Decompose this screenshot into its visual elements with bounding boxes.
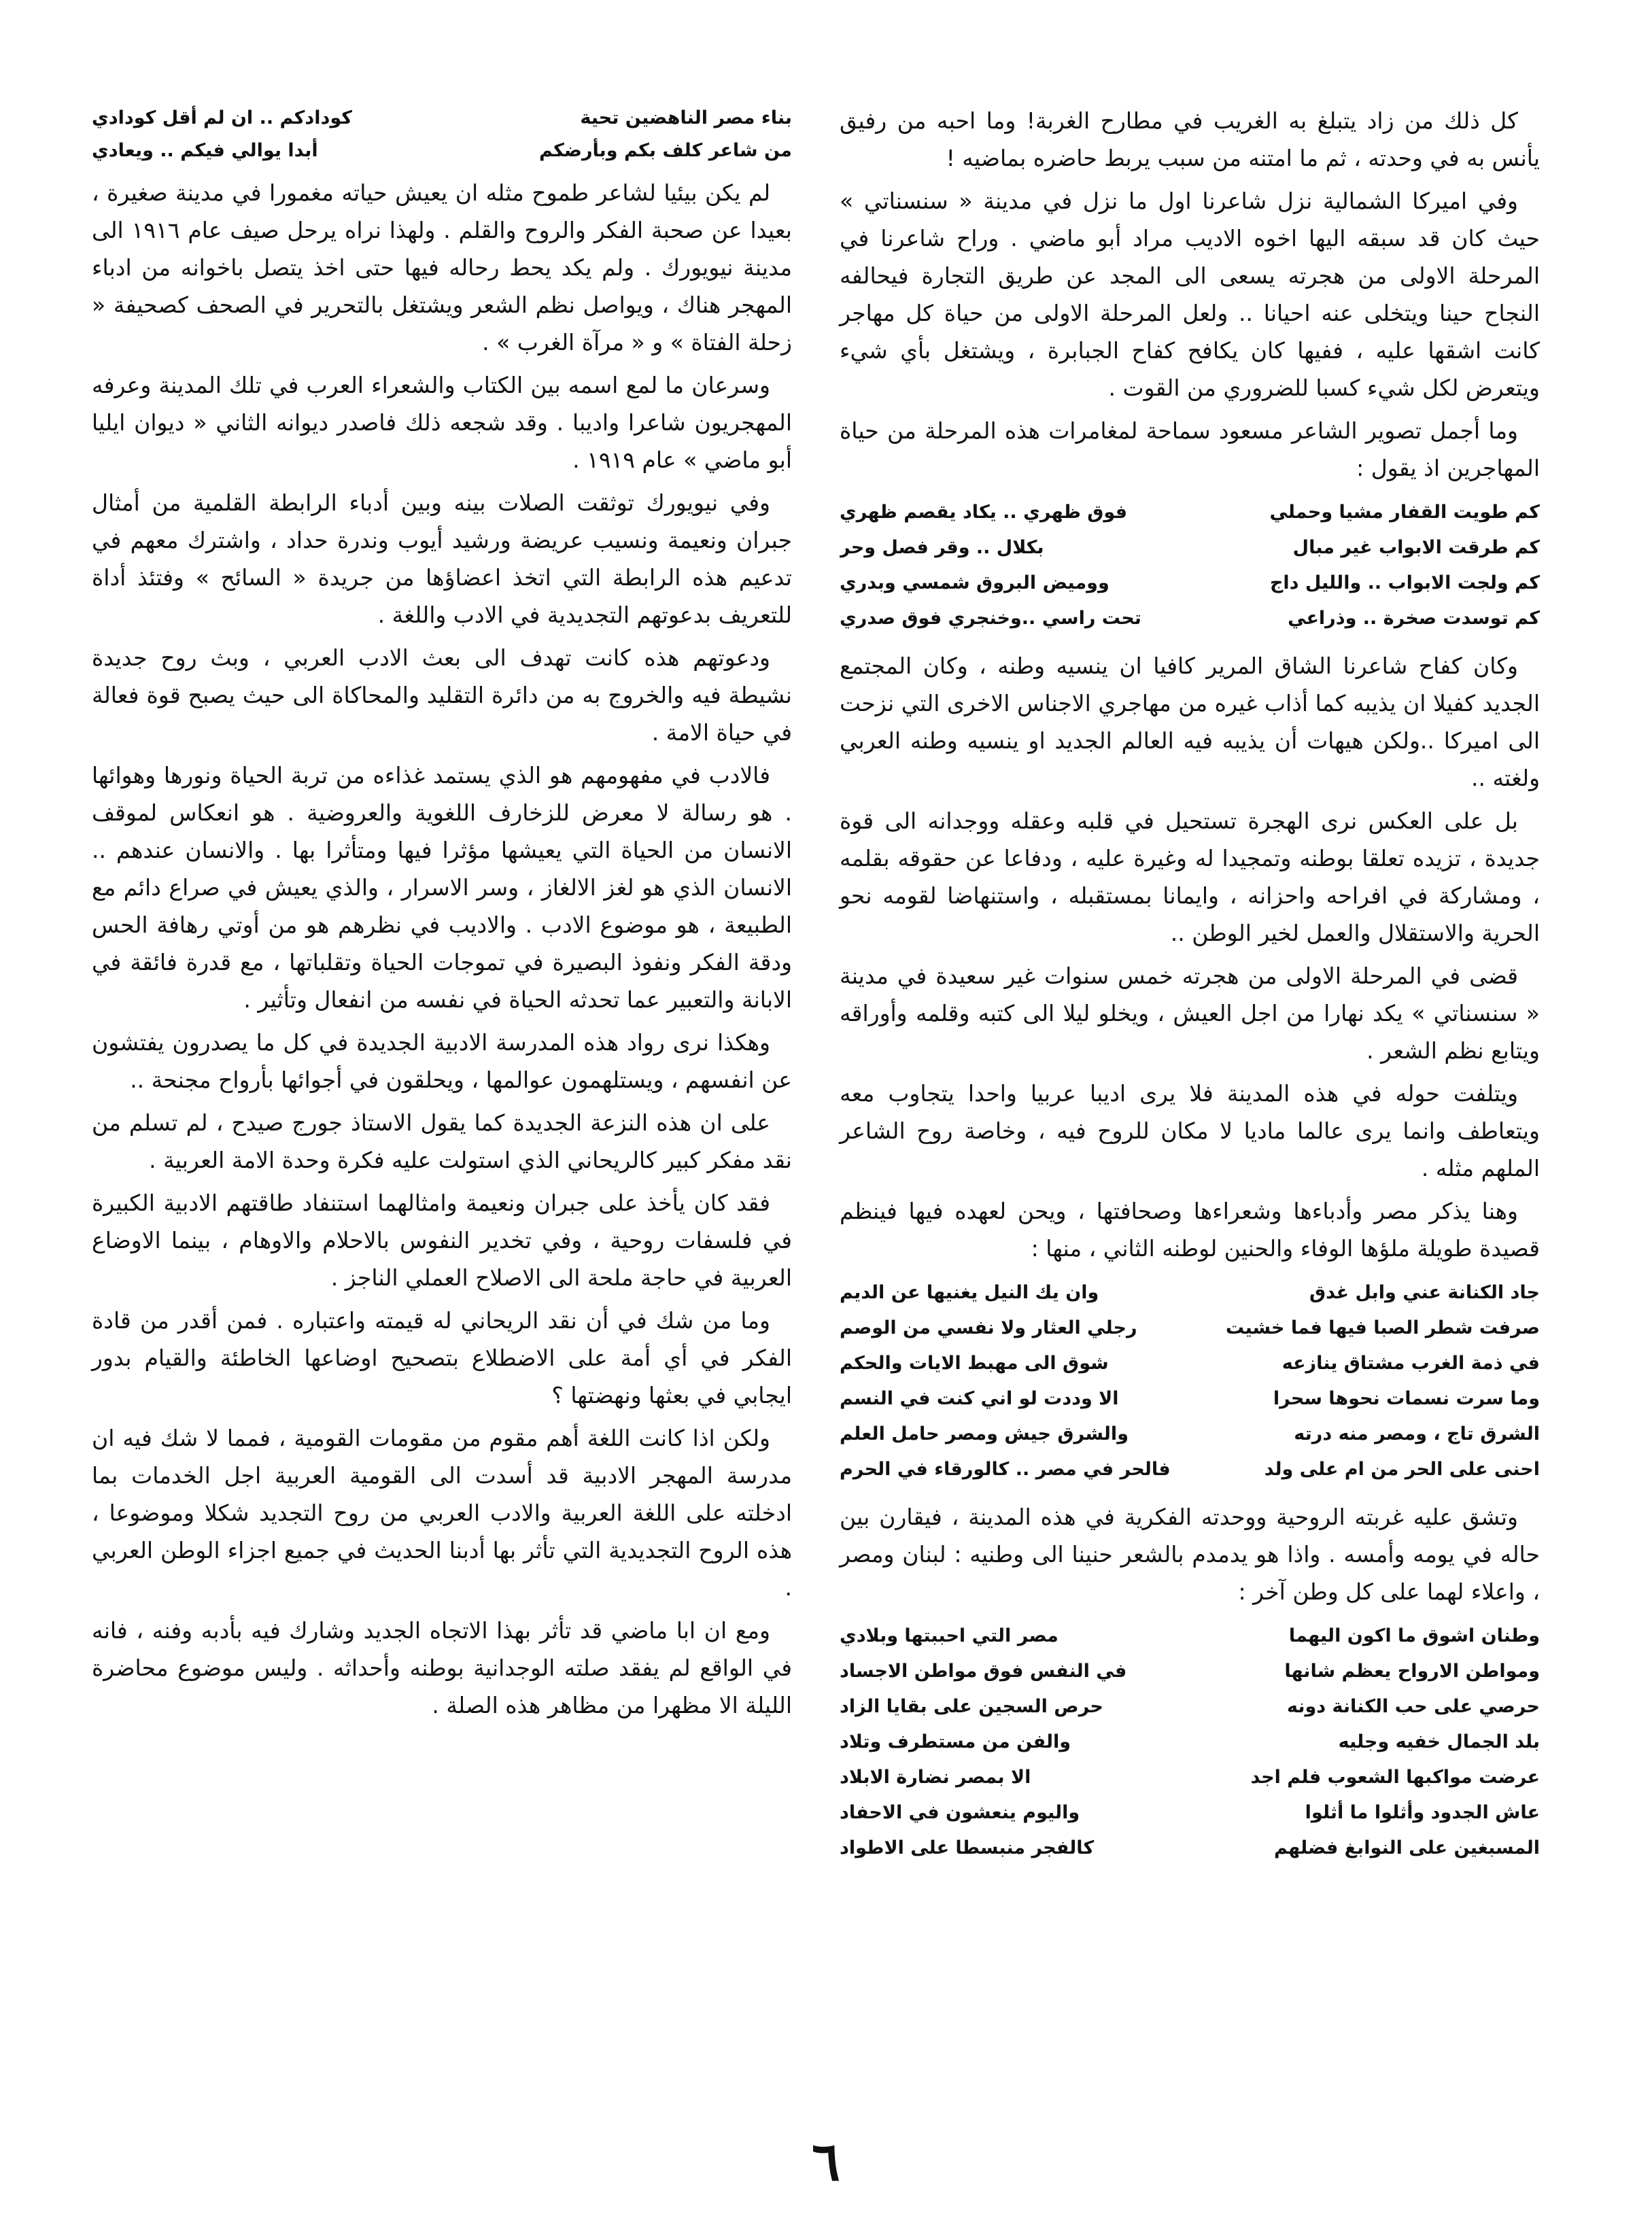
verse-hemistich: وطنان اشوق ما اكون اليهما <box>1288 1625 1540 1646</box>
right-column <box>840 102 1540 1877</box>
verse-hemistich: كم ولجت الابواب .. والليل داج <box>1269 572 1540 593</box>
verse-hemistich: فالحر في مصر .. كالورقاء في الحرم <box>840 1459 1171 1480</box>
verse-hemistich: عاش الجدود وأثلوا ما أثلوا <box>1305 1802 1540 1823</box>
verse-hemistich: احنى على الحر من ام على ولد <box>1264 1459 1540 1480</box>
verse-hemistich: في ذمة الغرب مشتاق ينازعه <box>1281 1353 1540 1374</box>
paragraph: ولكن اذا كانت اللغة أهم مقوم من مقومات القومية ، فمما لا شك فيه ان مدرسة المهجر الادبية قد أسدت الى القومية العربية اجل الخدمات بما ادخلته على اللغة العربية والادب العربي من روح التجديد شكلا وموضوعا ، هذه الروح التجديدية التي تأثر بها أدبنا الحديث في جميع اجزاء الوطن العربي . <box>92 1425 792 1601</box>
verse-hemistich: بكلال .. وقر فصل وحر <box>840 537 1044 558</box>
page-number: ٦ <box>812 2131 840 2193</box>
paragraph: ودعوتهم هذه كانت تهدف الى بعث الادب العربي ، وبث روح جديدة نشيطة فيه والخروج به من دائرة التقليد والمحاكاة الى حيث يصبح قوة فعالة في حياة الامة . <box>92 644 792 746</box>
verse-hemistich: ومواطن الارواح يعظم شانها <box>1284 1661 1540 1682</box>
paragraph: وكان كفاح شاعرنا الشاق المرير كافيا ان ينسيه وطنه ، وكان المجتمع الجديد كفيلا ان يذيبه كما أذاب غيره من مهاجري الاجناس الاخرى التي نزحت الى اميركا ..ولكن هيهات أن يذيبه فيه العالم الجديد او ينسيه وطنه العربي ولغته .. <box>840 653 1540 791</box>
verse-hemistich: والشرق جيش ومصر حامل العلم <box>840 1423 1129 1445</box>
verse-hemistich: الا بمصر نضارة الابلاد <box>840 1767 1031 1788</box>
verse-hemistich: تحت راسي ..وخنجري فوق صدري <box>840 608 1141 629</box>
paragraph: كل ذلك من زاد يتبلغ به الغريب في مطارح الغربة! وما احبه من رفيق يأنس به في وحدته ، ثم ما امتنه من سبب يربط حاضره بماضيه ! <box>840 107 1540 171</box>
verse-hemistich: كم طرقت الابواب غير مبال <box>1292 537 1540 558</box>
paragraph: وفي اميركا الشمالية نزل شاعرنا اول ما نزل في مدينة « سنسناتي » حيث كان قد سبقه اليها اخوه الاديب مراد أبو ماضي . وراح شاعرنا في المرحلة الاولى من هجرته يسعى الى المجد عن طريق التجارة فيحالفه النجاح حينا ويتخلى عنه احيانا .. ولعل المرحلة الاولى من حياة كل مهاجر كانت اشقها عليه ، ففيها كان يكافح كفاح الجبابرة ، ويشتغل بأي شيء ويتعرض لكل شيء كسبا للضروري من القوت . <box>840 188 1540 401</box>
verse-hemistich: عرضت مواكبها الشعوب فلم اجد <box>1250 1767 1540 1788</box>
verse-hemistich: المسبغين على النوابغ فضلهم <box>1273 1837 1540 1858</box>
verse-hemistich: من شاعر كلف بكم وبأرضكم <box>538 140 792 161</box>
verse-hemistich: كم طويت القفار مشيا وحملي <box>1269 502 1540 523</box>
verse-hemistich: والفن من مستطرف وتلاد <box>840 1731 1071 1752</box>
verse-hemistich: بلد الجمال خفيه وجليه <box>1338 1731 1540 1752</box>
verse-hemistich: في النفس فوق مواطن الاجساد <box>840 1661 1127 1682</box>
paragraph: وفي نيويورك توثقت الصلات بينه وبين أدباء الرابطة القلمية من أمثال جبران ونعيمة ونسيب عريضة ورشيد أيوب وندرة حداد ، واشترك معهم في تدعيم هذه الرابطة التي اتخذ اعضاؤها من جريدة « السائح » وفتئذ أداة للتعريف بدعوتهم التجديدية في الادب واللغة . <box>92 489 792 628</box>
poem-excerpt <box>92 102 792 167</box>
verse-hemistich: ووميض البروق شمسي وبدري <box>840 572 1109 593</box>
paragraph: قضى في المرحلة الاولى من هجرته خمس سنوات غير سعيدة في مدينة « سنسناتي » يكد نهارا من اجل العيش ، ويخلو ليلا الى كتبه وقلمه وأوراقه ويتابع نظم الشعر . <box>840 963 1540 1064</box>
poem-excerpt <box>840 1275 1540 1487</box>
verse-hemistich: واليوم ينعشون في الاحفاد <box>840 1802 1080 1823</box>
verse-hemistich: كالفجر منبسطا على الاطواد <box>840 1837 1095 1858</box>
paragraph: ومع ان ابا ماضي قد تأثر بهذا الاتجاه الجديد وشارك فيه بأدبه وفنه ، فانه في الواقع لم يفقد صلته الوجدانية بوطنه وأحداثه . وليس موضوع محاضرة الليلة الا مظهرا من مظاهر هذه الصلة . <box>92 1617 792 1718</box>
verse-hemistich: صرفت شطر الصبا فيها فما خشيت <box>1225 1317 1540 1338</box>
verse-hemistich: الا وددت لو اني كنت في النسم <box>840 1388 1119 1409</box>
verse-hemistich: وان يك النيل يغنيها عن الديم <box>840 1282 1099 1303</box>
left-column <box>92 102 792 1729</box>
poem-excerpt <box>840 495 1540 636</box>
paragraph: فقد كان يأخذ على جبران ونعيمة وامثالهما استنفاد طاقتهم الادبية الكبيرة في فلسفات روحية ، وفي تخدير النفوس بالاحلام والاوهام ، بينما الاوضاع العربية في حاجة ملحة الى الاصلاح العملي الناجز . <box>92 1190 792 1291</box>
paragraph: وتشق عليه غربته الروحية ووحدته الفكرية في هذه المدينة ، فيقارن بين حاله في يومه وأمسه . واذا هو يدمدم بالشعر حنينا الى وطنيه : لبنان ومصر ، واعلاء لهما على كل وطن آخر : <box>840 1504 1540 1605</box>
paragraph: فالادب في مفهومهم هو الذي يستمد غذاءه من تربة الحياة ونورها وهوائها . هو رسالة لا معرض للزخارف اللغوية والعروضية . هو انعكاس لموقف الانسان من الحياة التي يعيشها مؤثرا فيها ومتأثرا بها . والانسان عندهم .. الانسان الذي هو لغز الالغاز ، وسر الاسرار ، والذي يعيش في صراع دائم مع الطبيعة ، هو موضوع الادب . والاديب في نظرهم هو من أوتي رهافة الحس ودقة الفكر ونفوذ البصيرة في تموجات الحياة وتقلباتها ، مع قدرة فائقة في الابانة والتعبير عما تحدثه الحياة في نفسه من انفعال وتأثير . <box>92 762 792 1013</box>
verse-hemistich: فوق ظهري .. يكاد يقصم ظهري <box>840 502 1128 523</box>
paragraph: لم يكن بيئيا لشاعر طموح مثله ان يعيش حياته مغمورا في مدينة صغيرة ، بعيدا عن صحبة الفكر والروح والقلم . ولهذا نراه يرحل صيف عام ١٩١٦ الى مدينة نيويورك . ولم يكد يحط رحاله فيها حتى اخذ يتصل باخوانه من ادباء المهجر هناك ، ويواصل نظم الشعر ويشتغل بالتحرير في الصحف كصحيفة « زحلة الفتاة » و « مرآة الغرب » . <box>92 179 792 356</box>
paragraph: وهنا يذكر مصر وأدباءها وشعراءها وصحافتها ، ويحن لعهده فيها فينظم قصيدة طويلة ملؤها الوفاء والحنين لوطنه الثاني ، منها : <box>840 1198 1540 1262</box>
paragraph: بل على العكس نرى الهجرة تستحيل في قلبه وعقله ووجدانه الى قوة جديدة ، تزيده تعلقا بوطنه وتمجيدا له وغيرة عليه ، ودفاعا عن حقوقه بقلمه ، ومشاركة في افراحه واحزانه ، وايمانا بمستقبله ، واستنهاضا لقومه نحو الحرية والاستقلال والعمل لخير الوطن .. <box>840 808 1540 946</box>
paragraph: وسرعان ما لمع اسمه بين الكتاب والشعراء العرب في تلك المدينة وعرفه المهجريون شاعرا واديبا . وقد شجعه ذلك فاصدر ديوانه الثاني « ديوان ايليا أبو ماضي » عام ١٩١٩ . <box>92 372 792 473</box>
verse-hemistich: أبدا يوالي فيكم .. ويعادي <box>92 140 318 161</box>
verse-hemistich: رجلي العثار ولا نفسي من الوصم <box>840 1317 1137 1338</box>
paragraph: وما من شك في أن نقد الريحاني له قيمته واعتباره . فمن أقدر من قادة الفكر في أي أمة على الاضطلاع بتصحيح اوضاعها الخاطئة والقيام بدور ايجابي في بعثها ونهضتها ؟ <box>92 1307 792 1408</box>
paragraph: على ان هذه النزعة الجديدة كما يقول الاستاذ جورج صيدح ، لم تسلم من نقد مفكر كبير كالريحاني الذي استولت عليه فكرة وحدة الامة العربية . <box>92 1109 792 1173</box>
verse-hemistich: بناء مصر الناهضين تحية <box>580 107 792 128</box>
verse-hemistich: مصر التي احببتها وبلادي <box>840 1625 1059 1646</box>
paragraph: وما أجمل تصوير الشاعر مسعود سماحة لمغامرات هذه المرحلة من حياة المهاجرين اذ يقول : <box>840 417 1540 481</box>
verse-hemistich: جاد الكنانة عني وابل غدق <box>1309 1282 1540 1303</box>
verse-hemistich: الشرق تاج ، ومصر منه درته <box>1294 1423 1540 1445</box>
verse-hemistich: كودادكم .. ان لم أقل كودادي <box>92 107 352 128</box>
verse-hemistich: وما سرت نسمات نحوها سحرا <box>1273 1388 1540 1409</box>
verse-hemistich: حرصي على حب الكنانة دونه <box>1286 1696 1540 1717</box>
verse-hemistich: حرص السجين على بقايا الزاد <box>840 1696 1103 1717</box>
paragraph: وهكذا نرى رواد هذه المدرسة الادبية الجديدة في كل ما يصدرون يفتشون عن انفسهم ، ويستلهمون عوالمها ، ويحلقون في أجوائها بأرواح مجنحة .. <box>92 1029 792 1093</box>
paragraph: ويتلفت حوله في هذه المدينة فلا يرى اديبا عربيا واحدا يتجاوب معه ويتعاطف وانما يرى عالما ماديا لا مكان للروح فيه ، وخاصة روح الشاعر الملهم مثله . <box>840 1080 1540 1181</box>
verse-hemistich: كم توسدت صخرة .. وذراعي <box>1288 608 1540 629</box>
poem-excerpt <box>840 1619 1540 1866</box>
verse-hemistich: شوق الى مهبط الايات والحكم <box>840 1353 1109 1374</box>
